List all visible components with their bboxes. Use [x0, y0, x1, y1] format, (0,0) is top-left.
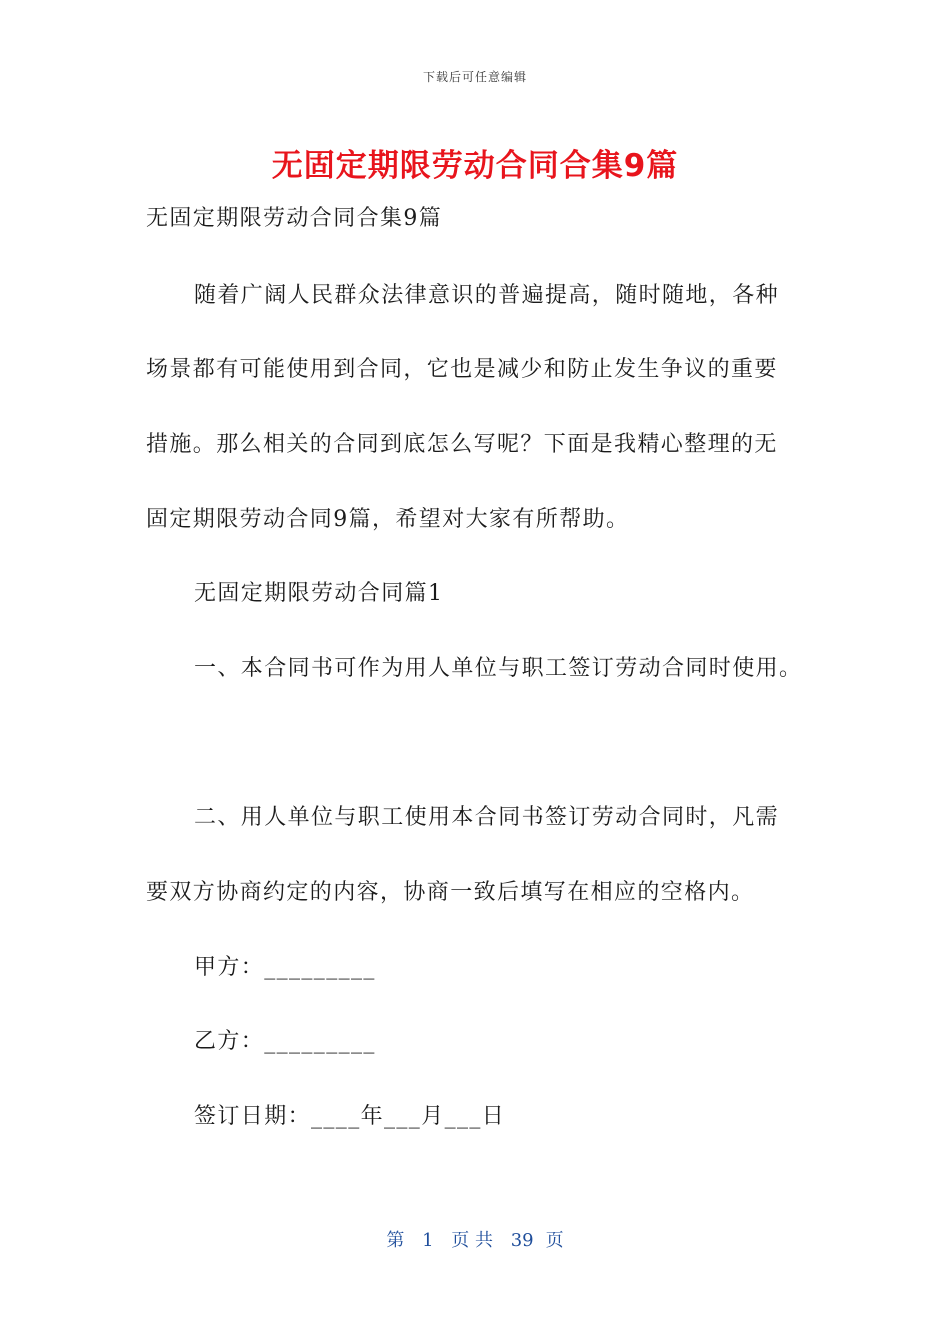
intro-line-3: 措施。那么相关的合同到底怎么写呢？下面是我精心整理的无	[146, 432, 778, 457]
footer-page-prefix: 第	[386, 1230, 405, 1251]
clause-2-line-1: 二、用人单位与职工使用本合同书签订劳动合同时，凡需	[194, 805, 780, 830]
footer-page-suffix: 页	[545, 1230, 564, 1251]
footer-total-pages: 39	[510, 1230, 534, 1251]
footer-page-number: 1	[422, 1230, 434, 1251]
sign-date-field: 签订日期：____年___月___日	[194, 1104, 506, 1129]
section-heading: 无固定期限劳动合同篇1	[194, 581, 444, 606]
intro-line-4: 固定期限劳动合同9篇，希望对大家有所帮助。	[146, 507, 630, 532]
intro-line-1: 随着广阔人民群众法律意识的普遍提高，随时随地，各种	[194, 283, 780, 308]
page-footer	[0, 1226, 950, 1252]
document-subtitle: 无固定期限劳动合同合集9篇	[146, 206, 443, 231]
header-note: 下载后可任意编辑	[422, 70, 527, 84]
document-title: 无固定期限劳动合同合集9篇	[271, 148, 679, 184]
party-b-field: 乙方：_________	[194, 1029, 376, 1054]
footer-page-middle: 页 共	[451, 1230, 493, 1251]
intro-line-2: 场景都有可能使用到合同，它也是减少和防止发生争议的重要	[146, 357, 778, 382]
clause-1: 一、本合同书可作为用人单位与职工签订劳动合同时使用。	[194, 656, 803, 681]
clause-2-line-2: 要双方协商约定的内容，协商一致后填写在相应的空格内。	[146, 880, 755, 905]
party-a-field: 甲方：_________	[194, 955, 376, 980]
